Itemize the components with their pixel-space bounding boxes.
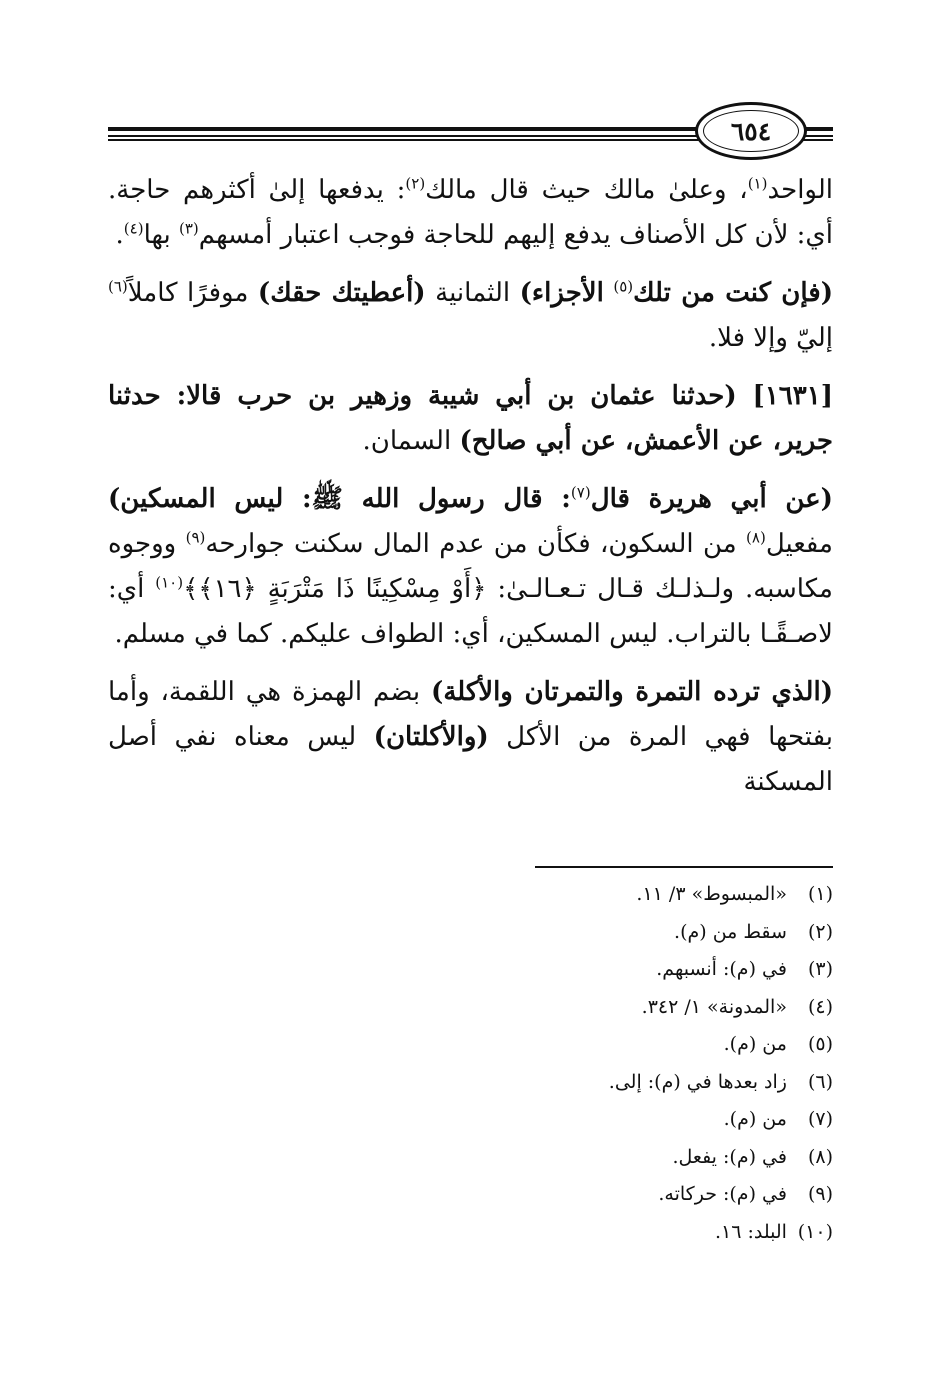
footnote-number: (٢) bbox=[807, 920, 833, 943]
paragraph-1: الواحد$^{(١)}$، وعلىٰ مالك حيث قال مالك$^{(٢)}$: يدفعها إلىٰ أكثرهم حاجة. أي: لأن كل الأصناف يدفع إليهم للحاجة فوجب اعتبار أمسهم$^{(٣)}$ بها$^{(٤)}$. bbox=[108, 174, 833, 250]
footnote-number: (٩) bbox=[807, 1183, 833, 1205]
paragraph-3: [١٦٣١] (حدثنا عثمان بن أبي شيبة وزهير بن حرب قالا: حدثنا جرير، عن الأعمش، عن أبي صالح) السمان. bbox=[108, 381, 833, 456]
footnote bbox=[108, 1064, 833, 1102]
footnote bbox=[108, 1101, 833, 1139]
footnote bbox=[108, 1176, 833, 1214]
footnote-text: في (م): يفعل. bbox=[672, 1145, 787, 1168]
footnote-text: زاد بعدها في (م): إلى. bbox=[608, 1070, 787, 1093]
footnote-text: «المبسوط» ٣/ ١١. bbox=[636, 883, 787, 905]
footnote-number: (٣) bbox=[807, 958, 833, 980]
paragraph-5: (الذي ترده التمرة والتمرتان والأكلة) بضم الهمزة هي اللقمة، وأما بفتحها فهي المرة من الأكل (والأكلتان) ليس معناه نفي أصل المسكنة bbox=[108, 677, 833, 797]
page-header bbox=[0, 0, 947, 170]
main-text bbox=[108, 168, 833, 818]
footnote-text: من (م). bbox=[723, 1108, 787, 1130]
footnote-number: (١) bbox=[807, 883, 833, 905]
page-number-badge bbox=[695, 102, 807, 160]
footnote-text: «المدونة» ١/ ٣٤٢. bbox=[641, 995, 787, 1018]
footnote bbox=[108, 989, 833, 1027]
footnote-number: (٧) bbox=[807, 1108, 833, 1130]
footnote bbox=[108, 1026, 833, 1064]
footnote-separator bbox=[535, 866, 833, 868]
footnote-number: (٥) bbox=[807, 1033, 833, 1055]
page-number: ٦٥٤ bbox=[730, 116, 772, 146]
footnote-text: من (م). bbox=[723, 1033, 787, 1055]
paragraph-2: (فإن كنت من تلك$^{(٥)}$ الأجزاء) الثمانية (أعطيتك حقك) موفرًا كاملاً$^{(٦)}$ إليّ وإلا فلا. bbox=[108, 277, 833, 353]
paragraph-4: (عن أبي هريرة قال$^{(٧)}$: قال رسول الله ﷺ: ليس المسكين) مفعيل$^{(٨)}$ من السكون، فكأن من عدم المال سكنت جوارحه$^{(٩)}$ ووجوه مكاسبه. ولـذلـك قـال تـعـالـىٰ: ﴿أَوْ مِسْكِينًا ذَا مَتْرَبَةٍ ﴿١٦﴾﴾$^{(١٠)}$ أي: لاصـقًـا بالتراب. ليس المسكين، أي: الطواف عليكم. كما في مسلم. bbox=[108, 483, 833, 649]
footnote bbox=[108, 876, 833, 914]
footnote-number: (١٠) bbox=[797, 1220, 833, 1243]
footnote-number: (٨) bbox=[807, 1145, 833, 1168]
footnote-text: سقط من (م). bbox=[674, 920, 787, 943]
footnotes bbox=[108, 876, 833, 1251]
footnote bbox=[108, 951, 833, 989]
footnote-text: في (م): أنسبهم. bbox=[656, 958, 787, 980]
footnote-number: (٤) bbox=[807, 995, 833, 1018]
footnote bbox=[108, 1139, 833, 1177]
footnote-text: في (م): حركاته. bbox=[658, 1183, 787, 1205]
footnote bbox=[108, 1214, 833, 1252]
footnote bbox=[108, 914, 833, 952]
footnote-text: البلد: ١٦. bbox=[714, 1220, 787, 1243]
footnote-number: (٦) bbox=[807, 1070, 833, 1093]
